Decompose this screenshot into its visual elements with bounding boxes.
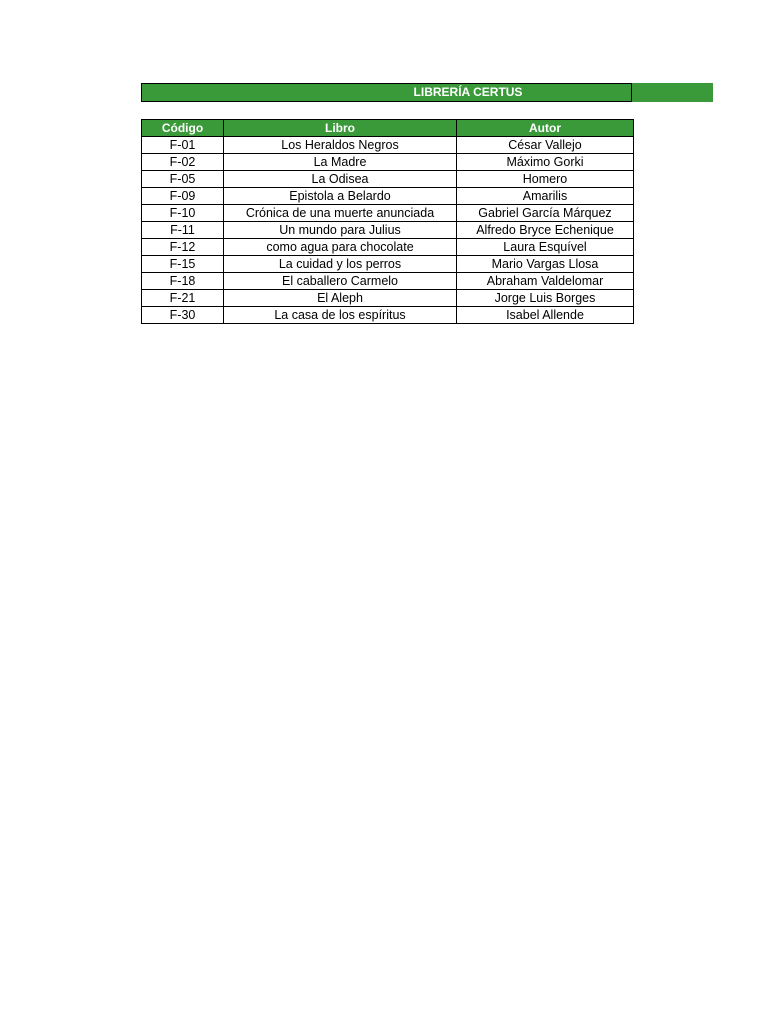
cell-autor[interactable]: Alfredo Bryce Echenique — [457, 222, 634, 239]
cell-libro[interactable]: El Aleph — [224, 290, 457, 307]
cell-autor[interactable]: César Vallejo — [457, 137, 634, 154]
cell-libro[interactable]: Epistola a Belardo — [224, 188, 457, 205]
cell-autor[interactable]: Laura Esquível — [457, 239, 634, 256]
cell-codigo[interactable]: F-18 — [142, 273, 224, 290]
cell-codigo[interactable]: F-21 — [142, 290, 224, 307]
cell-autor[interactable]: Máximo Gorki — [457, 154, 634, 171]
cell-libro[interactable]: Un mundo para Julius — [224, 222, 457, 239]
table-row — [142, 171, 634, 188]
table-row — [142, 222, 634, 239]
cell-codigo[interactable]: F-02 — [142, 154, 224, 171]
cell-libro[interactable]: El caballero Carmelo — [224, 273, 457, 290]
column-header-codigo[interactable]: Código — [142, 120, 224, 137]
table-row — [142, 307, 634, 324]
cell-autor[interactable]: Abraham Valdelomar — [457, 273, 634, 290]
cell-codigo[interactable]: F-15 — [142, 256, 224, 273]
column-header-libro[interactable]: Libro — [224, 120, 457, 137]
cell-libro[interactable]: La cuidad y los perros — [224, 256, 457, 273]
cell-codigo[interactable]: F-01 — [142, 137, 224, 154]
cell-autor[interactable]: Homero — [457, 171, 634, 188]
table-row — [142, 188, 634, 205]
cell-codigo[interactable]: F-10 — [142, 205, 224, 222]
cell-codigo[interactable]: F-09 — [142, 188, 224, 205]
sheet-title: LIBRERÍA CERTUS — [413, 85, 523, 99]
table-row — [142, 154, 634, 171]
cell-libro[interactable]: La casa de los espíritus — [224, 307, 457, 324]
cell-autor[interactable]: Amarilis — [457, 188, 634, 205]
sheet-title-bar — [141, 83, 713, 102]
cell-codigo[interactable]: F-12 — [142, 239, 224, 256]
cell-libro[interactable]: Crónica de una muerte anunciada — [224, 205, 457, 222]
table-row — [142, 273, 634, 290]
table-row — [142, 137, 634, 154]
cell-codigo[interactable]: F-05 — [142, 171, 224, 188]
table-row — [142, 205, 634, 222]
table-row — [142, 290, 634, 307]
table-row — [142, 239, 634, 256]
cell-autor[interactable]: Jorge Luis Borges — [457, 290, 634, 307]
table-row — [142, 256, 634, 273]
cell-libro[interactable]: Los Heraldos Negros — [224, 137, 457, 154]
cell-autor[interactable]: Gabriel García Márquez — [457, 205, 634, 222]
books-table — [141, 119, 634, 324]
cell-libro[interactable]: La Madre — [224, 154, 457, 171]
cell-codigo[interactable]: F-11 — [142, 222, 224, 239]
cell-autor[interactable]: Isabel Allende — [457, 307, 634, 324]
table-header-row — [142, 120, 634, 137]
cell-libro[interactable]: La Odisea — [224, 171, 457, 188]
cell-autor[interactable]: Mario Vargas Llosa — [457, 256, 634, 273]
cell-codigo[interactable]: F-30 — [142, 307, 224, 324]
cell-libro[interactable]: como agua para chocolate — [224, 239, 457, 256]
column-header-autor[interactable]: Autor — [457, 120, 634, 137]
